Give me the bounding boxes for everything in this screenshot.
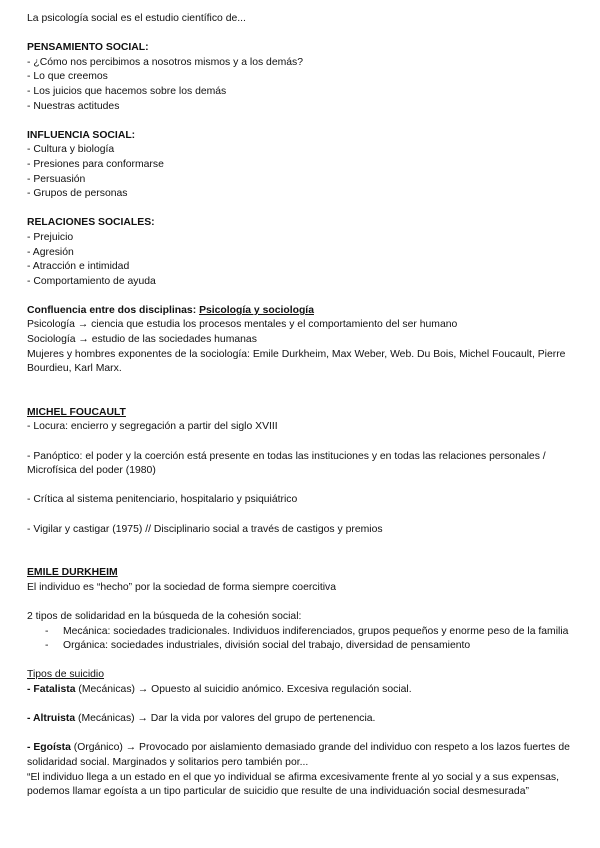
text-line: Mujeres y hombres exponentes de la sociología: Emile Durkheim, Max Weber, Web. Du Bois, Michel Foucault, Pierre Bourdieu, Karl Marx. xyxy=(27,348,566,375)
list-item: - Prejuicio xyxy=(27,231,74,243)
text-line: 2 tipos de solidaridad en la búsqueda de la cohesión social: xyxy=(27,610,302,622)
document-page xyxy=(27,12,580,800)
dash-bullet: - xyxy=(45,625,49,637)
text-line: - Vigilar y castigar (1975) // Disciplinario social a través de castigos y premios xyxy=(27,523,383,535)
suicide-type-egoista xyxy=(27,741,580,770)
list-item: - Presiones para conformarse xyxy=(27,158,164,170)
confluencia-disciplines: Psicología y sociología xyxy=(199,304,314,316)
dash-bullet: - xyxy=(45,640,49,652)
heading-michel-foucault: MICHEL FOUCAULT xyxy=(27,406,126,418)
list-item: - Lo que creemos xyxy=(27,71,108,83)
text-line: - Panóptico: el poder y la coerción está presente en todas las instituciones y en todas las relaciones personales / Microfísica del poder (1980) xyxy=(27,450,546,477)
sub-item-organica xyxy=(27,639,580,654)
heading-confluencia xyxy=(27,304,580,319)
term-fatalista: Fatalista xyxy=(33,683,76,695)
list-item: - Atracción e intimidad xyxy=(27,261,130,273)
suicide-type-altruista xyxy=(27,712,580,727)
list-item: - Nuestras actitudes xyxy=(27,100,120,112)
term-egoista: Egoísta xyxy=(33,742,71,754)
sub-item-mecanica xyxy=(27,625,580,640)
dash-bullet: - xyxy=(27,683,34,695)
dash-bullet: - xyxy=(27,742,34,754)
list-item: - Cultura y biología xyxy=(27,144,115,156)
heading-pensamiento-social: PENSAMIENTO SOCIAL: xyxy=(27,42,149,54)
list-item: - Los juicios que hacemos sobre los demás xyxy=(27,85,227,97)
heading-emile-durkheim: EMILE DURKHEIM xyxy=(27,567,118,579)
text-line: Sociología → estudio de las sociedades humanas xyxy=(27,334,257,346)
list-item: - Comportamiento de ayuda xyxy=(27,275,156,287)
text-line: Psicología → ciencia que estudia los procesos mentales y el comportamiento del ser humano xyxy=(27,319,458,331)
term-description: (Mecánicas) → Opuesto al suicidio anómico. Excesiva regulación social. xyxy=(75,683,412,695)
list-item: - ¿Cómo nos percibimos a nosotros mismos y a los demás? xyxy=(27,56,304,68)
confluencia-prefix: Confluencia entre dos disciplinas: xyxy=(27,304,200,316)
quote-text: “El individuo llega a un estado en el que yo individual se afirma excesivamente frente al yo social y a sus expensas, podemos llamar egoísta a un tipo particular de suicidio que resulte de una individuación social desmesurada” xyxy=(27,771,559,798)
heading-tipos-de-suicidio: Tipos de suicidio xyxy=(27,669,105,681)
text-line: - Locura: encierro y segregación a partir del siglo XVIII xyxy=(27,421,278,433)
list-item: - Persuasión xyxy=(27,173,86,185)
heading-influencia-social: INFLUENCIA SOCIAL: xyxy=(27,129,136,141)
term-description: (Orgánico) → Provocado por aislamiento demasiado grande del individuo con respeto a los lazos fuertes de solidaridad social. Marginados y solitarios pero también por... xyxy=(27,742,570,768)
term-description: (Mecánicas) → Dar la vida por valores del grupo de pertenencia. xyxy=(75,713,376,725)
text-line: El individuo es “hecho” por la sociedad de forma siempre coercitiva xyxy=(27,581,336,593)
list-item: - Agresión xyxy=(27,246,74,258)
list-item: - Grupos de personas xyxy=(27,188,128,200)
suicide-type-fatalista xyxy=(27,683,580,698)
dash-bullet: - xyxy=(27,713,33,725)
sub-item-text: Orgánica: sociedades industriales, división social del trabajo, diversidad de pensamiento xyxy=(63,640,471,652)
term-altruista: Altruista xyxy=(32,713,76,725)
text-line: - Crítica al sistema penitenciario, hospitalario y psiquiátrico xyxy=(27,494,298,506)
sub-item-text: Mecánica: sociedades tradicionales. Individuos indiferenciados, grupos pequeños y enorme peso de la familia xyxy=(63,625,569,637)
intro-line: La psicología social es el estudio científico de... xyxy=(27,13,246,24)
heading-relaciones-sociales: RELACIONES SOCIALES: xyxy=(27,217,155,229)
